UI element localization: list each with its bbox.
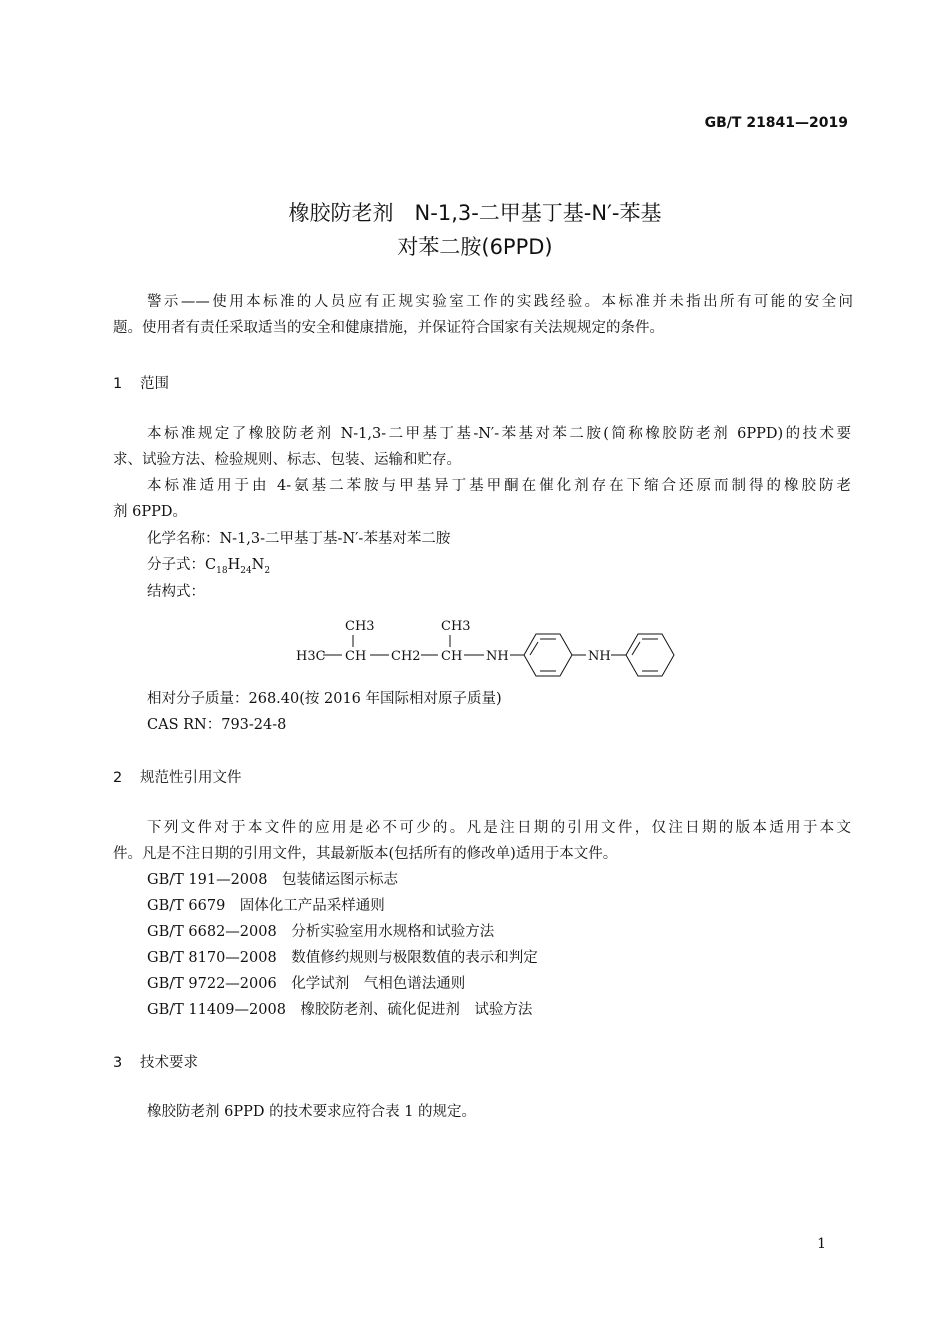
double-bond xyxy=(632,642,640,655)
section-2-heading xyxy=(113,766,242,787)
reference-item: GB/T 6679 固体化工产品采样通则 xyxy=(147,898,385,914)
reference-item: GB/T 191—2008 包装储运图示标志 xyxy=(147,872,398,888)
molecular-mass: 相对分子质量：268.40(按 2016 年国际相对原子质量) xyxy=(147,691,502,707)
formula-n-sub: 2 xyxy=(264,565,271,576)
structure-label: 结构式： xyxy=(147,584,205,600)
page-number: 1 xyxy=(817,1236,826,1252)
section-title: 范围 xyxy=(140,376,169,392)
title-line-1: 橡胶防老剂 N-1,3-二甲基丁基-N′-苯基 xyxy=(288,201,662,225)
scope-paragraph-1 xyxy=(113,421,851,473)
paragraph-line: 求、试验方法、检验规则、标志、包装、运输和贮存。 xyxy=(113,452,461,468)
warning-paragraph xyxy=(113,289,853,341)
section-title: 规范性引用文件 xyxy=(140,770,242,786)
section-1-heading xyxy=(113,372,169,393)
references-intro-paragraph xyxy=(113,815,851,867)
formula-label: 分子式： xyxy=(147,557,205,573)
ch-group-a: CH xyxy=(345,649,367,664)
formula-n: N xyxy=(251,557,265,573)
cas-number: CAS RN：793-24-8 xyxy=(147,717,287,733)
ch2-group: CH2 xyxy=(391,649,421,664)
nh-group-a: NH xyxy=(486,649,509,664)
formula-c-sub: 18 xyxy=(216,565,228,576)
standard-code: GB/T 21841—2019 xyxy=(704,115,848,131)
reference-item: GB/T 6682—2008 分析实验室用水规格和试验方法 xyxy=(147,924,495,940)
reference-item: GB/T 11409—2008 橡胶防老剂、硫化促进剂 试验方法 xyxy=(147,1002,533,1018)
paragraph-line: 件。凡是不注日期的引用文件，其最新版本(包括所有的修改单)适用于本文件。 xyxy=(113,846,618,862)
paragraph-line: 下列文件对于本文件的应用是必不可少的。凡是注日期的引用文件，仅注日期的版本适用于本文 xyxy=(147,820,851,836)
structural-formula xyxy=(290,610,690,680)
section-number: 1 xyxy=(113,376,123,392)
molecular-formula xyxy=(147,553,270,576)
paragraph-line: 本标准适用于由 4-氨基二苯胺与甲基异丁基甲酮在催化剂存在下缩合还原而制得的橡胶防老 xyxy=(147,478,851,494)
technical-requirements-paragraph: 橡胶防老剂 6PPD 的技术要求应符合表 1 的规定。 xyxy=(147,1104,477,1120)
h3c-group: H3C xyxy=(296,649,326,664)
nh-group-b: NH xyxy=(588,649,611,664)
paragraph-line: 剂 6PPD。 xyxy=(113,504,187,520)
section-number: 2 xyxy=(113,770,123,786)
section-3-heading xyxy=(113,1051,198,1072)
ch-group-b: CH xyxy=(441,649,463,664)
benzene-ring-2 xyxy=(626,634,674,676)
section-number: 3 xyxy=(113,1055,123,1071)
formula-h: H xyxy=(227,557,241,573)
warning-line-1: 警示——使用本标准的人员应有正规实验室工作的实践经验。本标准并未指出所有可能的安全问 xyxy=(147,294,853,310)
formula-h-sub: 24 xyxy=(240,565,252,576)
title-line-2: 对苯二胺(6PPD) xyxy=(397,235,553,259)
ch3-group-b: CH3 xyxy=(441,619,471,634)
benzene-ring-1 xyxy=(524,634,572,676)
paragraph-line: 本标准规定了橡胶防老剂 N-1,3-二甲基丁基-N′-苯基对苯二胺(简称橡胶防老剂 6PPD)的技术要 xyxy=(147,426,851,442)
ch3-group-a: CH3 xyxy=(345,619,375,634)
chemical-name: 化学名称：N-1,3-二甲基丁基-N′-苯基对苯二胺 xyxy=(147,531,451,547)
warning-line-2: 题。使用者有责任采取适当的安全和健康措施，并保证符合国家有关法规规定的条件。 xyxy=(113,320,664,336)
section-title: 技术要求 xyxy=(140,1055,198,1071)
double-bond xyxy=(530,642,538,655)
formula-c: C xyxy=(205,557,217,573)
reference-item: GB/T 9722—2006 化学试剂 气相色谱法通则 xyxy=(147,976,466,992)
reference-item: GB/T 8170—2008 数值修约规则与极限数值的表示和判定 xyxy=(147,950,538,966)
scope-paragraph-2 xyxy=(113,473,851,525)
